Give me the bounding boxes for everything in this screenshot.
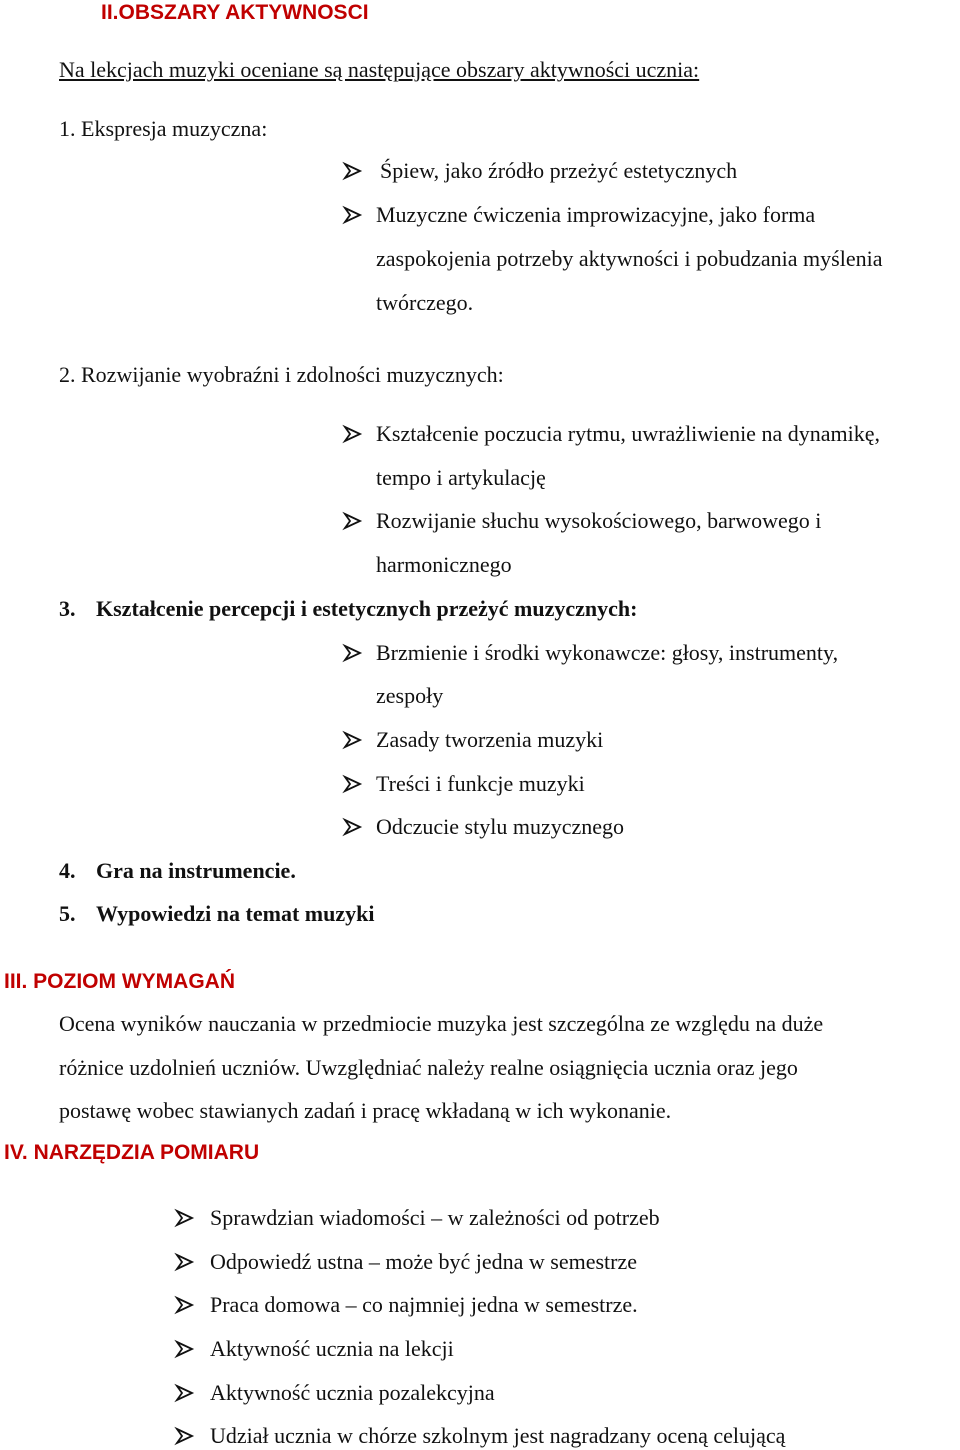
item2-title: 2. Rozwijanie wyobraźni i zdolności muzycznych: [59,362,504,387]
arrowhead-bullet-icon [174,1205,196,1231]
item1-bullet-cont: zaspokojenia potrzeby aktywności i pobudzania myślenia [376,246,883,271]
arrowhead-bullet-icon [342,202,364,228]
narzedzia-bullet: Praca domowa – co najmniej jedna w semestrze. [210,1292,638,1317]
item3-title: Kształcenie percepcji i estetycznych przeżyć muzycznych: [96,596,638,621]
item2-bullet: Kształcenie poczucia rytmu, uwrażliwienie na dynamikę, [376,421,880,446]
intro-text: Na lekcjach muzyki oceniane są następujące obszary aktywności ucznia: [59,57,700,82]
poziom-paragraph-line: różnice uzdolnień uczniów. Uwzględniać należy realne osiągnięcia ucznia oraz jego [59,1055,798,1080]
item2-bullet: Rozwijanie słuchu wysokościowego, barwowego i [376,508,822,533]
item3-bullet: Treści i funkcje muzyki [376,771,585,796]
narzedzia-bullet: Sprawdzian wiadomości – w zależności od potrzeb [210,1205,660,1230]
narzedzia-bullet: Udział ucznia w chórze szkolnym jest nagradzany oceną celującą [210,1423,786,1448]
item3-bullet-cont: zespoły [376,683,444,708]
item5-number: 5. [59,901,76,926]
section-heading-obszary: II.OBSZARY AKTYWNOSCI [101,1,369,24]
item2-bullet-cont: harmonicznego [376,552,512,577]
arrowhead-bullet-icon [342,771,364,797]
item4-title: Gra na instrumencie. [96,858,296,883]
arrowhead-bullet-icon [342,814,364,840]
arrowhead-bullet-icon [342,508,364,534]
arrowhead-bullet-icon [174,1249,196,1275]
arrowhead-bullet-icon [342,421,364,447]
item3-bullet: Odczucie stylu muzycznego [376,814,625,839]
arrowhead-bullet-icon [342,727,364,753]
section-heading-narzedzia: IV. NARZĘDZIA POMIARU [4,1141,260,1164]
poziom-paragraph-line: postawę wobec stawianych zadań i pracę wkładaną w ich wykonanie. [59,1098,672,1123]
narzedzia-bullet: Aktywność ucznia na lekcji [210,1336,454,1361]
item3-bullet: Zasady tworzenia muzyki [376,727,604,752]
item1-bullet: Śpiew, jako źródło przeżyć estetycznych [380,158,738,183]
arrowhead-bullet-icon [342,640,364,666]
narzedzia-bullet: Aktywność ucznia pozalekcyjna [210,1380,495,1405]
arrowhead-bullet-icon [174,1336,196,1362]
item1-title: 1. Ekspresja muzyczna: [59,116,268,141]
arrowhead-bullet-icon [174,1292,196,1318]
arrowhead-bullet-icon [342,158,364,184]
item3-number: 3. [59,596,76,621]
item3-bullet: Brzmienie i środki wykonawcze: głosy, instrumenty, [376,640,839,665]
narzedzia-bullet: Odpowiedź ustna – może być jedna w semestrze [210,1249,638,1274]
item1-bullet-cont: twórczego. [376,290,474,315]
item4-number: 4. [59,858,76,883]
section-heading-poziom: III. POZIOM WYMAGAŃ [4,970,235,993]
item1-bullet: Muzyczne ćwiczenia improwizacyjne, jako forma [376,202,816,227]
item5-title: Wypowiedzi na temat muzyki [96,901,375,926]
poziom-paragraph-line: Ocena wyników nauczania w przedmiocie muzyka jest szczególna ze względu na duże [59,1011,824,1036]
arrowhead-bullet-icon [174,1380,196,1406]
arrowhead-bullet-icon [174,1423,196,1449]
item2-bullet-cont: tempo i artykulację [376,465,546,490]
